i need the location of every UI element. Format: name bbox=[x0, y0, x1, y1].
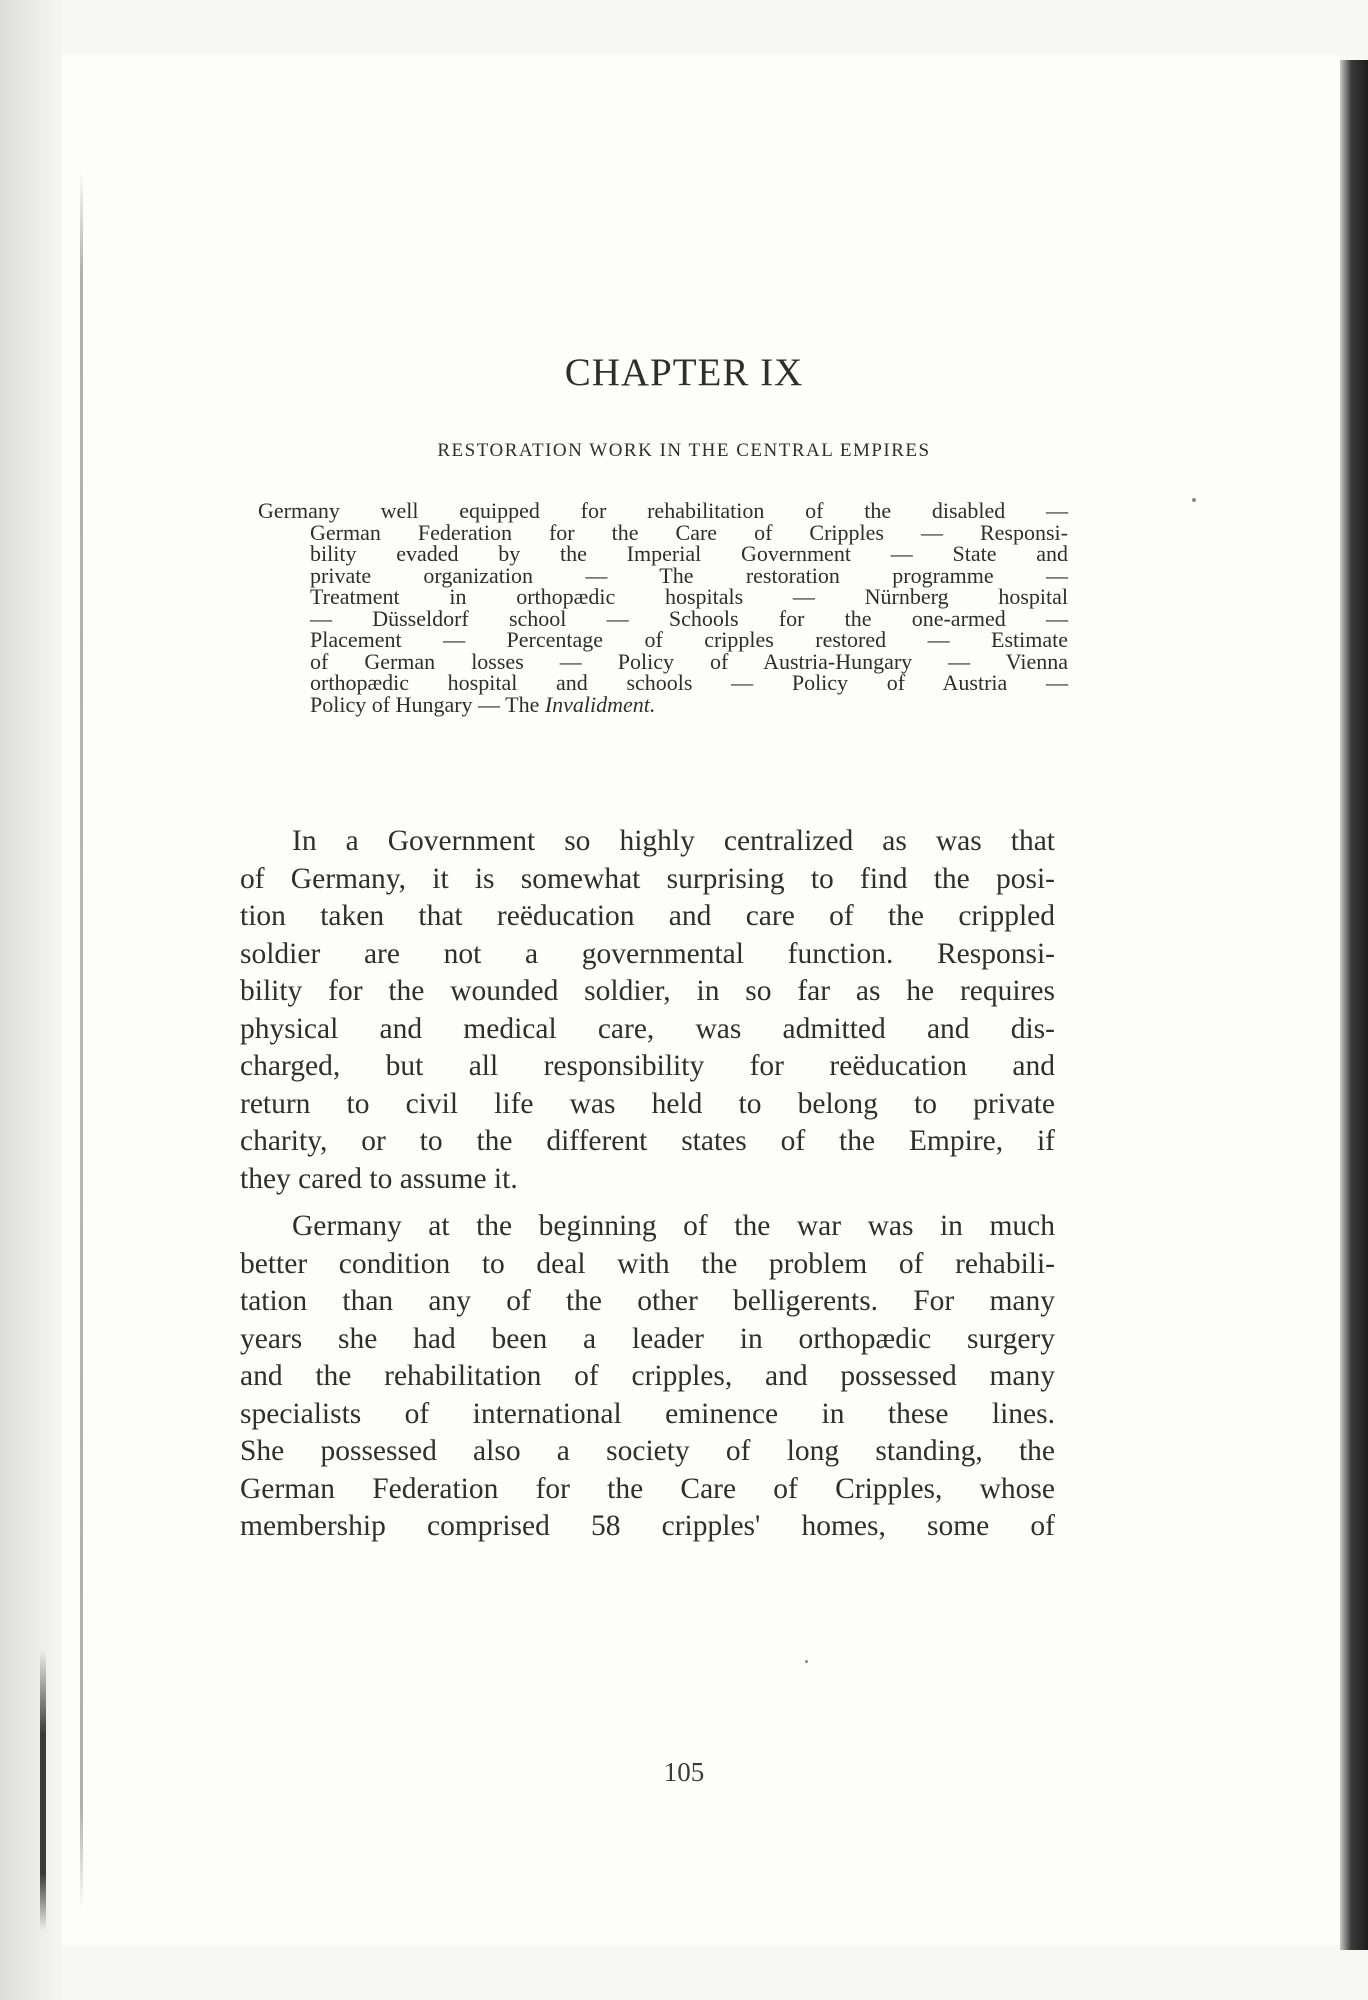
summary-last-prefix: Policy of Hungary — The bbox=[310, 691, 545, 717]
paragraph-line: charged, but all responsibility for reëducation and bbox=[240, 1050, 1055, 1082]
paragraph-2 bbox=[240, 1208, 1055, 1546]
paragraph-line: years she had been a leader in orthopædic surgery bbox=[240, 1322, 1055, 1355]
paragraph-1 bbox=[240, 823, 1055, 1198]
page-edge-line bbox=[80, 170, 83, 1910]
body-text bbox=[240, 823, 1055, 1546]
paragraph-line: soldier are not a governmental function. Responsi- bbox=[240, 937, 1055, 970]
summary-last-italic: Invalidment. bbox=[544, 691, 656, 717]
summary-line: German Federation for the Care of Cripples — Responsi- bbox=[310, 519, 1068, 545]
summary-line: Germany well equipped for rehabilitation of the disabled — bbox=[258, 498, 1068, 523]
paragraph-line: physical and medical care, was admitted and dis- bbox=[240, 1012, 1055, 1045]
paragraph-line: of Germany, it is somewhat surprising to find the posi- bbox=[240, 862, 1055, 895]
scan-top-margin bbox=[1340, 0, 1368, 60]
paragraph-line: In a Government so highly centralized as was that bbox=[292, 825, 1055, 857]
paragraph-line: they cared to assume it. bbox=[240, 1162, 518, 1195]
summary-line: private organization — The restoration programme — bbox=[310, 562, 1068, 588]
paragraph-line: tation than any of the other belligerents. For many bbox=[240, 1285, 1055, 1317]
summary-line: orthopædic hospital and schools — Policy of Austria — bbox=[310, 670, 1068, 695]
summary-line-last bbox=[258, 691, 1068, 717]
page-edge-shadow bbox=[40, 1650, 46, 1930]
chapter-title: CHAPTER IX bbox=[564, 351, 804, 394]
paragraph-line: tion taken that reëducation and care of the crippled bbox=[240, 900, 1055, 932]
paragraph-line: specialists of international eminence in these lines. bbox=[240, 1397, 1055, 1430]
summary-line: Placement — Percentage of cripples restored — Estimate bbox=[310, 627, 1068, 652]
paragraph-line: better condition to deal with the problem of rehabili- bbox=[240, 1247, 1055, 1280]
paragraph-line: bility for the wounded soldier, in so far as he requires bbox=[240, 975, 1055, 1007]
paragraph-line: German Federation for the Care of Cripples, whose bbox=[240, 1472, 1055, 1505]
summary-line: Treatment in orthopædic hospitals — Nürnberg hospital bbox=[310, 584, 1068, 609]
chapter-subtitle: RESTORATION WORK IN THE CENTRAL EMPIRES bbox=[437, 440, 931, 461]
paragraph-line: She possessed also a society of long standing, the bbox=[240, 1435, 1055, 1467]
paragraph-line: charity, or to the different states of the Empire, if bbox=[240, 1125, 1055, 1157]
summary-line: — Düsseldorf school — Schools for the one-armed — bbox=[310, 605, 1068, 631]
scan-speck bbox=[1192, 498, 1196, 502]
paragraph-line: return to civil life was held to belong to private bbox=[240, 1087, 1055, 1120]
paragraph-line: Germany at the beginning of the war was in much bbox=[292, 1210, 1055, 1242]
paragraph-line: membership comprised 58 cripples' homes, some of bbox=[240, 1510, 1055, 1542]
book-fold-left bbox=[0, 0, 62, 2000]
summary-line: of German losses — Policy of Austria-Hungary — Vienna bbox=[310, 648, 1068, 674]
scan-speck bbox=[805, 1660, 808, 1663]
summary-line: bility evaded by the Imperial Government — State and bbox=[310, 541, 1068, 566]
book-binding-edge bbox=[1340, 50, 1368, 1950]
page-number: 105 bbox=[663, 1757, 705, 1787]
chapter-summary bbox=[258, 500, 1068, 715]
paragraph-line: and the rehabilitation of cripples, and possessed many bbox=[240, 1360, 1055, 1392]
